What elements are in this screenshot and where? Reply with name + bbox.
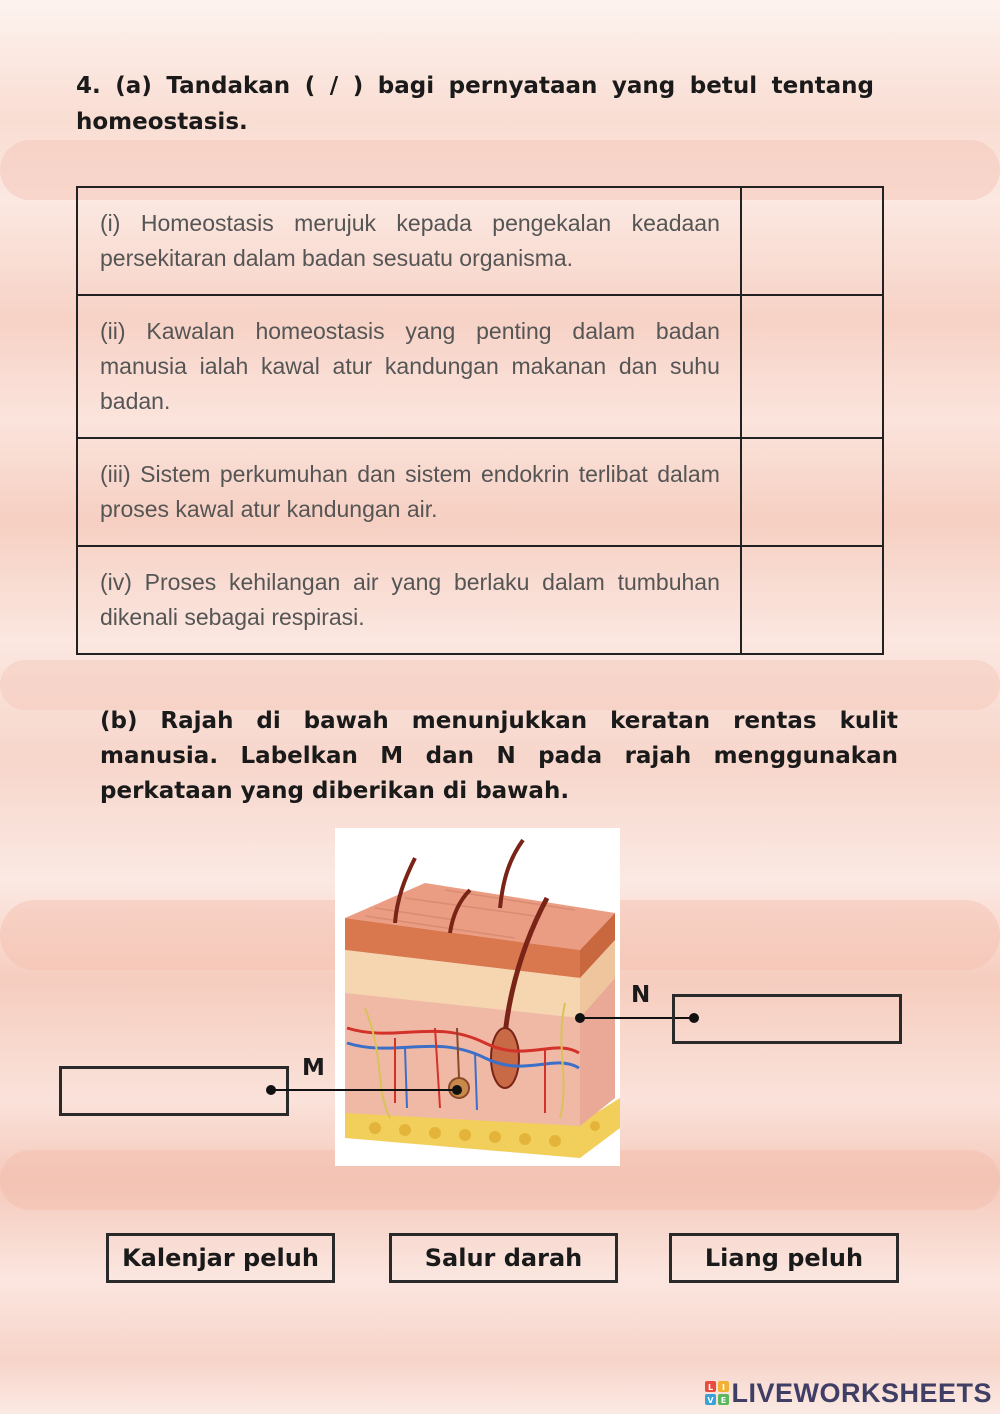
svg-text:E: E [721,1396,727,1405]
tick-box[interactable] [741,546,883,654]
tick-box[interactable] [741,438,883,546]
svg-text:I: I [722,1383,726,1392]
question-title: 4. (a) Tandakan ( / ) bagi pernyataan yang betul tentang homeostasis. [76,73,874,135]
statement-text: (iii) Sistem perkumuhan dan sistem endokrin terlibat dalam proses kawal atur kandungan air. [77,438,741,546]
table-row [77,295,883,438]
liveworksheets-logo-icon [705,1381,729,1405]
label-m: M [302,1055,325,1081]
skin-illustration [335,828,620,1166]
word-salur-darah[interactable]: Salur darah [389,1233,618,1283]
svg-text:L: L [708,1383,714,1392]
word-kalenjar-peluh[interactable]: Kalenjar peluh [106,1233,335,1283]
statement-text: (i) Homeostasis merujuk kepada pengekalan keadaan persekitaran dalam badan sesuatu organisma. [77,187,741,295]
statement-table [76,186,884,655]
liveworksheets-brand [705,1378,992,1408]
word-liang-peluh[interactable]: Liang peluh [669,1233,899,1283]
skin-cross-section-diagram [335,828,620,1166]
tick-box[interactable] [741,295,883,438]
pointer-line-m [264,1082,464,1102]
table-row [77,187,883,295]
label-n: N [631,982,651,1008]
statement-text: (iv) Proses kehilangan air yang berlaku dalam tumbuhan dikenali sebagai respirasi. [77,546,741,654]
answer-box-m[interactable] [59,1066,289,1116]
svg-text:V: V [707,1396,715,1405]
answer-box-n[interactable] [672,994,902,1044]
brand-name: LIVEWORKSHEETS [731,1377,992,1408]
statement-text: (ii) Kawalan homeostasis yang penting dalam badan manusia ialah kawal atur kandungan makanan dan suhu badan. [77,295,741,438]
tick-box[interactable] [741,187,883,295]
part-b-instruction: (b) Rajah di bawah menunjukkan keratan rentas kulit manusia. Labelkan M dan N pada rajah menggunakan perkataan yang diberikan di bawah. [100,708,898,804]
table-row [77,438,883,546]
bg-streak [0,660,1000,710]
table-row [77,546,883,654]
hair-follicle [491,1028,519,1088]
